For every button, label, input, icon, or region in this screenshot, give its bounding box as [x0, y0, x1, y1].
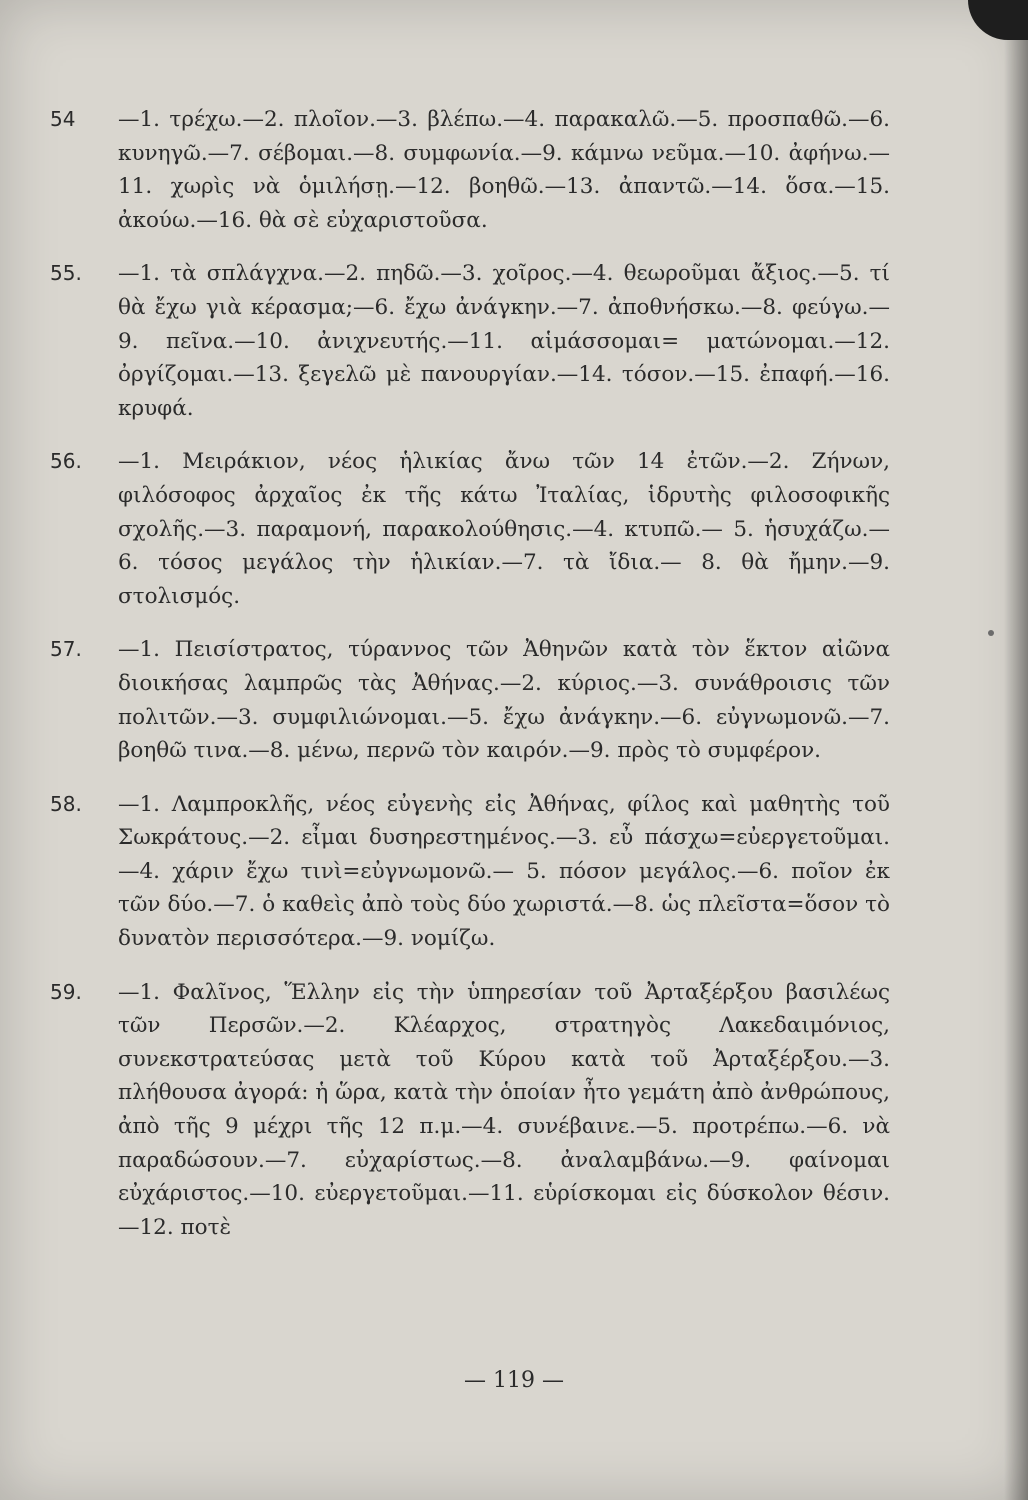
page-number: — 119 — — [464, 1368, 564, 1393]
glossary-content — [50, 103, 890, 1264]
glossary-entry-58 — [50, 788, 890, 956]
glossary-entry-56 — [50, 445, 890, 613]
entry-number: 57. — [50, 637, 82, 662]
paper-speck — [988, 630, 994, 636]
page-corner — [968, 0, 1028, 40]
entry-text: —1. Φαλῖνος, Ἕλλην εἰς τὴν ὑπηρεσίαν τοῦ Ἀρταξέρξου βασιλέως τῶν Περσῶν.—2. Κλέαρχος, στρατηγὸς Λακεδαιμόνιος, συνεκστρατεύσας μετὰ τοῦ Κύρου κατὰ τοῦ Ἀρταξέρξου.—3. πλήθουσα ἀγορά: ἡ ὥρα, κατὰ τὴν ὁποίαν ἦτο γεμάτη ἀπὸ ἀνθρώπους, ἀπὸ τῆς 9 μέχρι τῆς 12 π.μ.—4. συνέβαινε.—5. προτρέπω.—6. νὰ παραδώσουν.—7. εὐχαρίστως.—8. ἀναλαμβάνω.—9. φαίνομαι εὐχάριστος.—10. εὐεργετοῦμαι.—11. εὑρίσκομαι εἰς δύσκολον θέσιν.—12. ποτὲ — [118, 979, 890, 1240]
glossary-entry-54 — [50, 103, 890, 237]
entry-number: 54 — [50, 107, 76, 131]
entry-text: —1. Λαμπροκλῆς, νέος εὐγενὴς εἰς Ἀθήνας, φίλος καὶ μαθητὴς τοῦ Σωκράτους.—2. εἶμαι δυσηρεστημένος.—3. εὖ πάσχω=εὐεργετοῦμαι.—4. χάριν ἔχω τινὶ=εὐγνωμονῶ.— 5. πόσον μεγάλος.—6. ποῖον ἐκ τῶν δύο.—7. ὁ καθεὶς ἀπὸ τοὺς δύο χωριστά.—8. ὡς πλεῖστα=ὅσον τὸ δυνατὸν περισσότερα.—9. νομίζω. — [118, 791, 890, 952]
entry-text: —1. Πεισίστρατος, τύραννος τῶν Ἀθηνῶν κατὰ τὸν ἕκτον αἰῶνα διοικήσας λαμπρῶς τὰς Ἀθήνας.—2. κύριος.—3. συνάθροισις τῶν πολιτῶν.—3. συμφιλιώνομαι.—5. ἔχω ἀνάγκην.—6. εὐγνωμονῶ.—7. βοηθῶ τινα.—8. μένω, περνῶ τὸν καιρόν.—9. πρὸς τὸ συμφέρον. — [118, 637, 890, 764]
glossary-entry-57 — [50, 633, 890, 767]
entry-number: 56. — [50, 449, 82, 474]
glossary-entry-59 — [50, 976, 890, 1245]
entry-number: 59. — [50, 979, 82, 1004]
glossary-entry-55 — [50, 257, 890, 425]
entry-text: —1. τρέχω.—2. πλοῖον.—3. βλέπω.—4. παρακαλῶ.—5. προσπαθῶ.—6. κυνηγῶ.—7. σέβομαι.—8. συμφωνία.—9. κάμνω νεῦμα.—10. ἀφήνω.—11. χωρὶς νὰ ὁμιλήσῃ.—12. βοηθῶ.—13. ἀπαντῶ.—14. ὅσα.—15. ἀκούω.—16. θὰ σὲ εὐχαριστοῦσα. — [118, 107, 890, 233]
entry-number: 58. — [50, 791, 82, 816]
page-edge-shadow — [1004, 0, 1028, 1500]
entry-number: 55. — [50, 261, 82, 286]
entry-text: —1. τὰ σπλάγχνα.—2. πηδῶ.—3. χοῖρος.—4. θεωροῦμαι ἄξιος.—5. τί θὰ ἔχω γιὰ κέρασμα;—6. ἔχω ἀνάγκην.—7. ἀποθνήσκω.—8. φεύγω.—9. πεῖνα.—10. ἀνιχνευτής.—11. αἱμάσσομαι= ματώνομαι.—12. ὀργίζομαι.—13. ξεγελῶ μὲ πανουργίαν.—14. τόσον.—15. ἐπαφή.—16. κρυφά. — [118, 261, 890, 421]
entry-text: —1. Μειράκιον, νέος ἡλικίας ἄνω τῶν 14 ἐτῶν.—2. Ζήνων, φιλόσοφος ἀρχαῖος ἐκ τῆς κάτω Ἰταλίας, ἱδρυτὴς φιλοσοφικῆς σχολῆς.—3. παραμονή, παρακολούθησις.—4. κτυπῶ.— 5. ἡσυχάζω.—6. τόσος μεγάλος τὴν ἡλικίαν.—7. τὰ ἴδια.— 8. θὰ ἤμην.—9. στολισμός. — [118, 449, 890, 609]
